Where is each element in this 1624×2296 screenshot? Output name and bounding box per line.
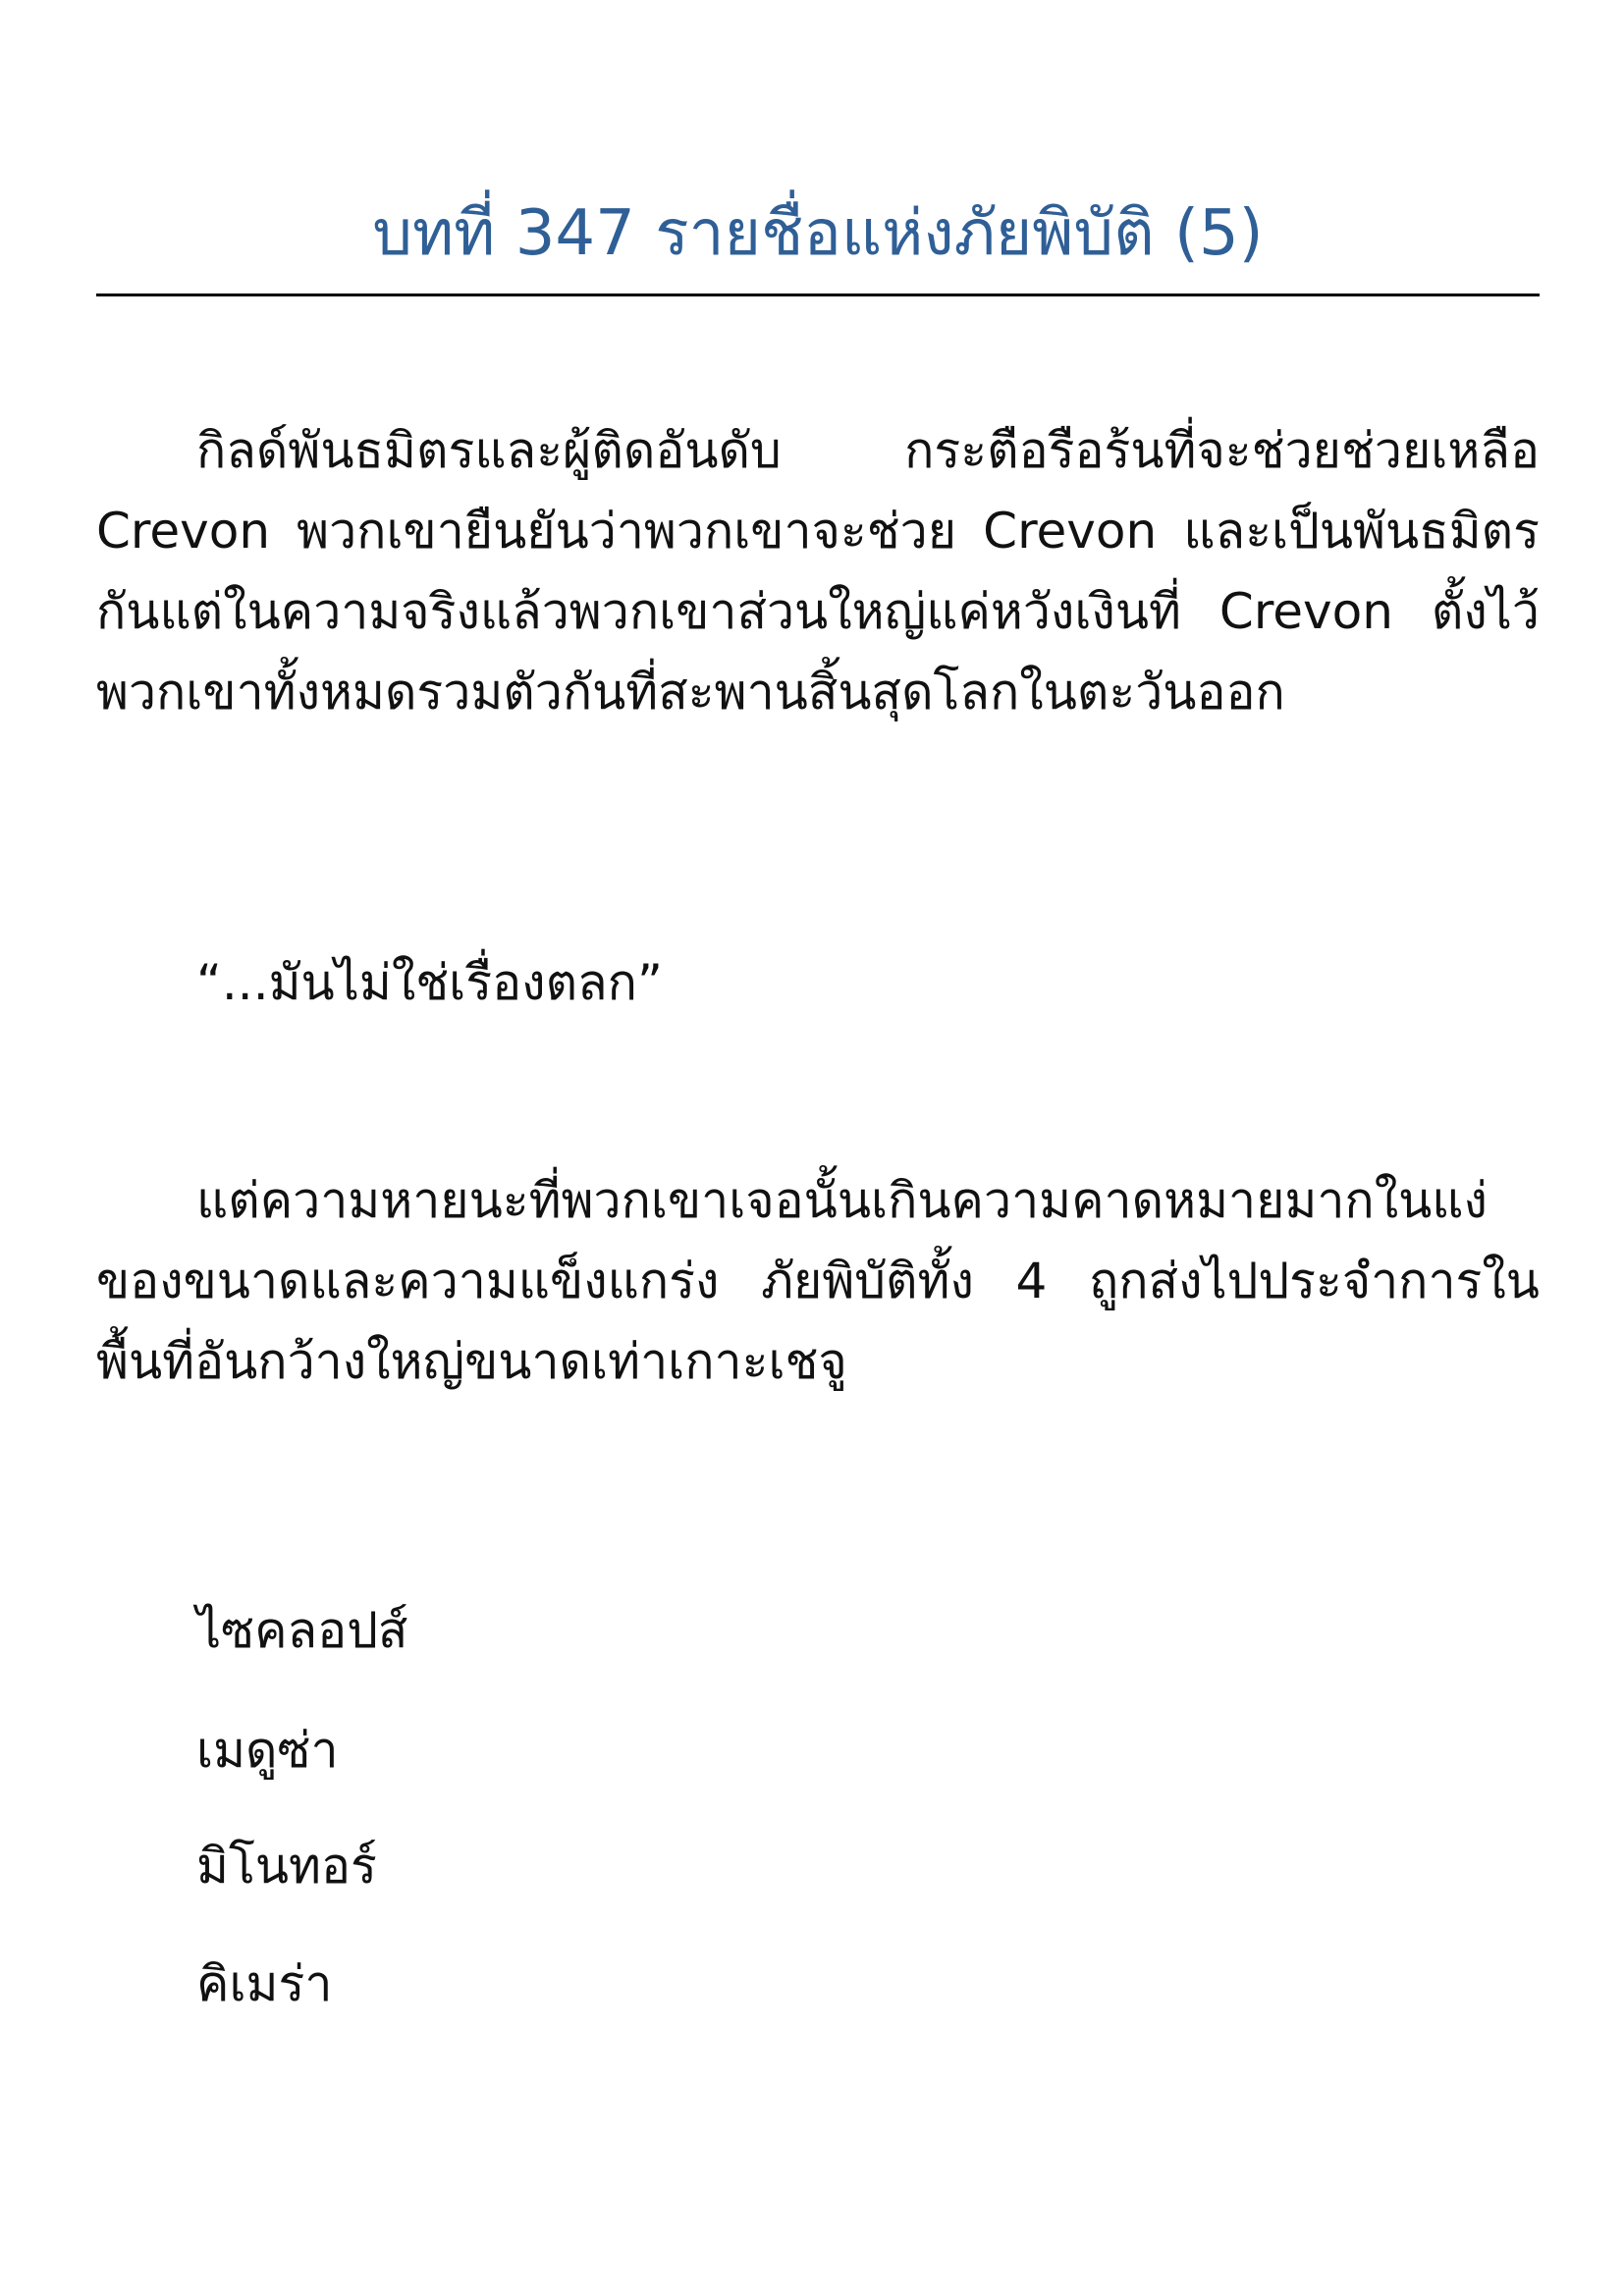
title-divider [96,294,1540,296]
paragraph-disaster-scale: แต่ความหายนะที่พวกเขาเจอนั้นเกินความคาดหมายมากในแง่ของขนาดและความแข็งแกร่ง ภัยพิบัติทั้ง 4 ถูกส่งไปประจำการในพื้นที่อันกว้างใหญ่ขนาดเท่าเกาะเชจู [96,1172,1540,1390]
paragraph-intro: กิลด์พันธมิตรและผู้ติดอันดับ กระตือรือร้นที่จะช่วยช่วยเหลือ Crevon พวกเขายืนยันว่าพวกเขาจะช่วย Crevon และเป็นพันธมิตรกันแต่ในความจริงแล้วพวกเขาส่วนใหญ่แค่หวังเงินที่ Crevon ตั้งไว้ พวกเขาทั้งหมดรวมตัวกันที่สะพานสิ้นสุดโลกในตะวันออก [96,422,1540,721]
dialogue-line: “...มันไม่ใช่เรื่องตลก” [196,954,663,1011]
chapter-title: บทที่ 347 รายชื่อแห่งภัยพิบัติ (5) [372,196,1264,270]
disaster-item: ไซคลอปส์ [196,1602,408,1659]
disaster-item: คิเมร่า [196,1955,333,2012]
disaster-item: มิโนทอร์ [196,1838,377,1895]
disaster-item: เมดูซ่า [196,1722,339,1779]
